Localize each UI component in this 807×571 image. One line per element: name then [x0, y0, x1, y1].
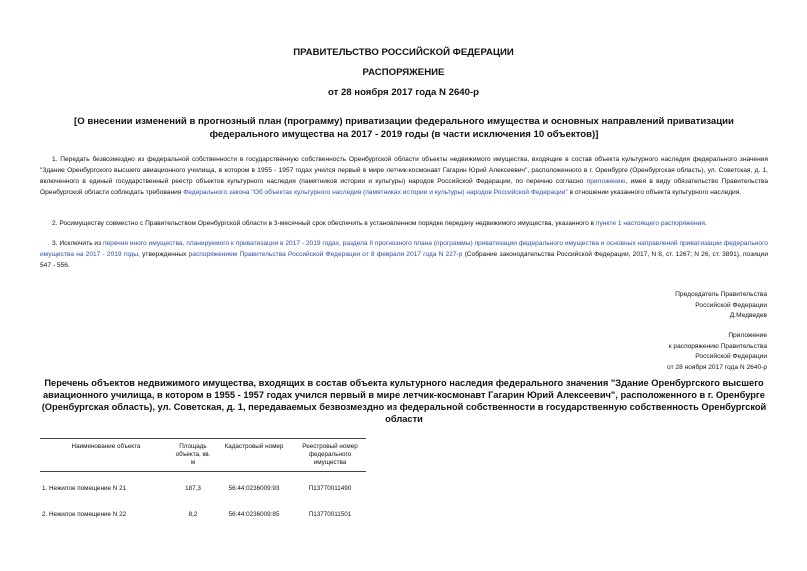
document-date-number: от 28 ноября 2017 года N 2640-р: [327, 87, 480, 98]
signature-line-1: Председатель Правительства: [675, 291, 767, 298]
paragraph-1: [40, 154, 768, 198]
link-federal-law[interactable]: Федерального закона "Об объектах культурного наследия (памятниках истории и культуры) народов Российской Федерации": [183, 189, 568, 196]
link-clause-1[interactable]: пункте 1 настоящего распоряжения: [595, 220, 705, 227]
cell-area: 187,3: [185, 484, 201, 492]
table-header-row: [40, 439, 366, 472]
header-cadastral-number: Кадастровый номер: [214, 439, 294, 472]
paragraph-1-text-b: , имея в виду обязательство Правительства Оренбургской области соблюдать требования: [40, 178, 768, 196]
link-appendix[interactable]: приложению: [586, 178, 626, 185]
signature-line-2: Российской Федерации: [695, 301, 767, 309]
paragraph-3: [40, 238, 768, 271]
property-table: [40, 438, 366, 524]
paragraph-3-text-c: (Собрание законодательства Российской Федерации, 2017, N 8, ст. 1267; N 26, ст. 3891), позиции 547 - 556.: [40, 251, 769, 269]
signature-block: [567, 290, 767, 322]
document-type: РАСПОРЯЖЕНИЕ: [362, 67, 445, 78]
paragraph-1-text-a: 1. Передать безвозмездно из федеральной собственности в государственную собственность Оренбургской области объекты недвижимого имущества, входящие в состав объекта культурного наследия федерального значения "Здание Оренбургского высшего авиационного училища, в котором в 1955 - 1957 годах учился первый в мире летчик-космонавт Гагарин Юрий Алексеевич", расположенного в г. Оренбурге (Оренбургская область), ул. Советская, д. 1, включенного в единый государственный реестр объектов культурного наследия (памятников истории и культуры) народов Российской Федерации, по перечню согласно: [40, 156, 768, 185]
paragraph-2-text-b: .: [704, 220, 707, 227]
appendix-line-3: Российской Федерации: [695, 353, 767, 360]
document-title: [О внесении изменений в прогнозный план (программу) приватизации федерального имущества и основных направлений приватизации федерального имущества на 2017 - 2019 годы (в части исключения 10 объектов)]: [74, 116, 734, 140]
cell-cadastral-number: 56:44:0236009:93: [228, 484, 280, 492]
paragraph-3-text-b: , утвержденных: [138, 251, 189, 258]
table-row: [40, 504, 366, 524]
appendix-line-4: от 28 ноября 2017 года N 2640-р: [667, 363, 767, 371]
header-area: Площадь объекта, кв. м: [172, 439, 214, 472]
header-object-name: Наименование объекта: [40, 439, 172, 472]
appendix-title: Перечень объектов недвижимого имущества, входящих в состав объекта культурного наследия федерального значения "Здание Оренбургского высшего авиационного училища, в котором в 1955 - 1957 годах учился первый в мире летчик-космонавт Гагарин Юрий Алексеевич", расположенного в г. Оренбурге (Оренбургская область), ул. Советская, д. 1, передаваемых безвозмездно из федеральной собственности в государственную собственность Оренбургской области: [41, 378, 767, 424]
cell-object-name: 2. Нежилое помещение N 22: [42, 510, 127, 518]
paragraph-3-text-a: 3. Исключить из: [52, 240, 103, 247]
appendix-header: [567, 331, 767, 373]
cell-registry-number: П13770011501: [308, 510, 352, 518]
signature-name: Д.Медведев: [729, 312, 767, 319]
cell-area: 8,2: [188, 510, 198, 518]
link-order-227[interactable]: распоряжением Правительства Российской Федерации от 8 февраля 2017 года N 227-р: [188, 251, 463, 258]
table-row: [40, 478, 366, 498]
cell-cadastral-number: 56:44:0236009:85: [228, 510, 280, 518]
link-privatization-list[interactable]: перечня иного имущества, планируемого к приватизации в 2017 - 2019 годах, раздела II прогнозного плана (программы) приватизации федерального имущества и основных направлений приватизации федерального имущества на 2017 - 2019 годы: [40, 240, 768, 258]
government-heading: ПРАВИТЕЛЬСТВО РОССИЙСКОЙ ФЕДЕРАЦИИ: [293, 47, 514, 58]
appendix-line-1: Приложение: [728, 332, 767, 339]
cell-registry-number: П13770011490: [308, 484, 352, 492]
cell-object-name: 1. Нежилое помещение N 21: [42, 484, 127, 492]
header-registry-number: Реестровый номер федерального имущества: [294, 439, 366, 472]
paragraph-2-text-a: 2. Росимуществу совместно с Правительством Оренбургской области в 3-месячный срок обеспечить в установленном порядке передачу недвижимого имущества, указанного в: [52, 220, 596, 227]
appendix-line-2: к распоряжению Правительства: [668, 342, 767, 350]
paragraph-2: [40, 218, 768, 229]
paragraph-1-text-c: в отношении указанного объекта культурного наследия.: [567, 189, 742, 196]
